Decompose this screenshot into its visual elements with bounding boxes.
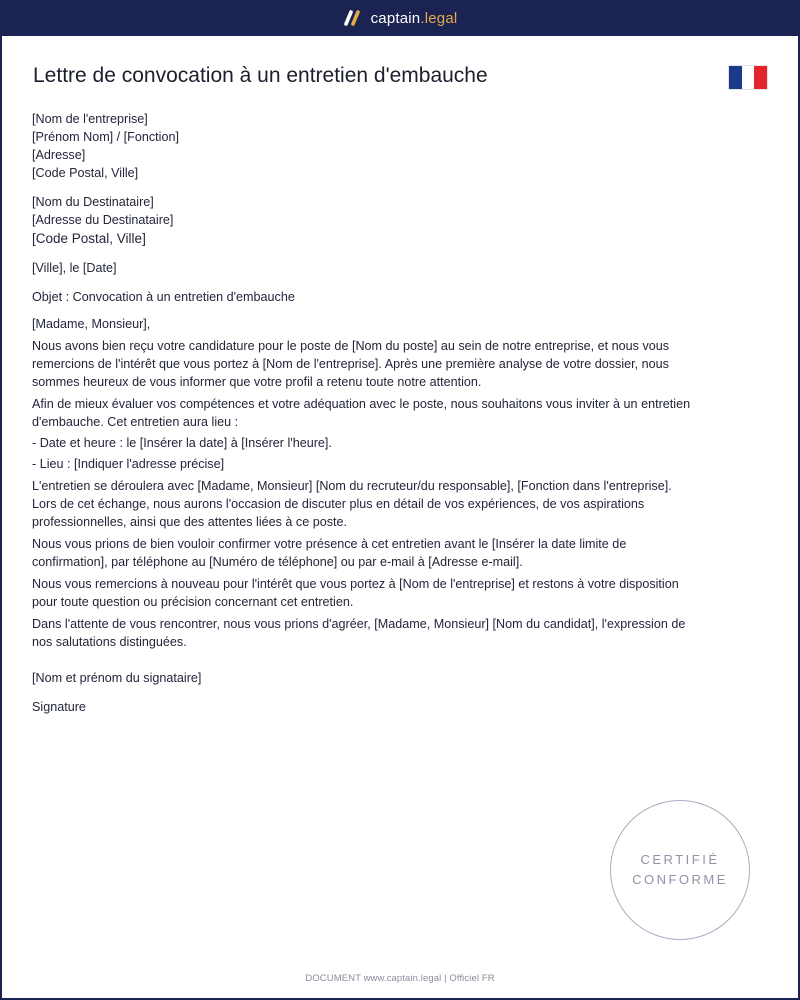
paragraph-line: Nous avons bien reçu votre candidature pour le poste de [Nom du poste] au sein de notre entreprise, et nous vous — [32, 339, 670, 353]
paragraph-line: Dans l'attente de vous rencontrer, nous vous prions d'agréer, [Madame, Monsieur] [Nom du candidat], l'expression de — [32, 617, 686, 631]
place-date: [Ville], le [Date] — [32, 261, 117, 275]
paragraph — [32, 575, 752, 611]
paragraph-line: remercions de l'intérêt que vous portez à [Nom de l'entreprise]. Après une première analyse de votre dossier, nous — [32, 357, 669, 371]
double-slash-logo-icon — [343, 10, 363, 26]
stamp-line: CONFORME — [632, 872, 728, 887]
letter-body — [32, 110, 752, 716]
paragraph — [32, 615, 752, 651]
paragraph-line: Lors de cet échange, nous aurons l'occasion de discuter plus en détail de vos expériences, de vos aspirations — [32, 497, 645, 511]
recipient-block — [32, 193, 752, 249]
sender-line: [Code Postal, Ville] — [32, 166, 139, 180]
subject-line: Objet : Convocation à un entretien d'embauche — [32, 290, 295, 304]
paragraph-line: L'entretien se déroulera avec [Madame, Monsieur] [Nom du recruteur/du responsable], [Fonction dans l'entreprise]. — [32, 479, 672, 493]
signatory-name: [Nom et prénom du signataire] — [32, 671, 202, 685]
certified-stamp — [610, 800, 750, 940]
document-title: Lettre de convocation à un entretien d'embauche — [33, 64, 488, 87]
paragraph — [32, 535, 752, 571]
list-item: - Date et heure : le [Insérer la date] à [Insérer l'heure]. — [32, 436, 332, 450]
paragraph-line: d'embauche. Cet entretien aura lieu : — [32, 415, 239, 429]
paragraph-line: sommes heureux de vous informer que votre profil a retenu toute notre attention. — [32, 375, 482, 389]
paragraph-line: Afin de mieux évaluer vos compétences et votre adéquation avec le poste, nous souhaitons vous inviter à un entretien — [32, 397, 691, 411]
paragraph — [32, 395, 752, 431]
sender-line: [Adresse] — [32, 148, 86, 162]
france-flag-icon — [728, 65, 768, 90]
sender-line: [Prénom Nom] / [Fonction] — [32, 130, 179, 144]
paragraph-line: nos salutations distinguées. — [32, 635, 187, 649]
paragraph — [32, 337, 752, 391]
paragraph-line: pour toute question ou précision concernant cet entretien. — [32, 595, 354, 609]
sender-block — [32, 110, 752, 182]
paragraph-line: Nous vous prions de bien vouloir confirmer votre présence à cet entretien avant le [Insérer la date limite de — [32, 537, 627, 551]
greeting: [Madame, Monsieur], — [32, 317, 151, 331]
paragraph — [32, 477, 752, 531]
brand-suffix: .legal — [420, 9, 458, 27]
sender-line: [Nom de l'entreprise] — [32, 112, 148, 126]
paragraph-line: confirmation], par téléphone au [Numéro de téléphone] ou par e-mail à [Adresse e-mail]. — [32, 555, 523, 569]
recipient-line: [Adresse du Destinataire] — [32, 213, 174, 227]
list-item: - Lieu : [Indiquer l'adresse précise] — [32, 457, 225, 471]
stamp-line: CERTIFIÉ — [640, 852, 720, 867]
footer-text: DOCUMENT www.captain.legal | Officiel FR — [305, 973, 495, 984]
paragraph-line: professionnelles, ainsi que des attentes liées à ce poste. — [32, 515, 348, 529]
top-bar — [0, 0, 800, 36]
brand-name: captain.legal — [370, 9, 458, 27]
recipient-line: [Code Postal, Ville] — [32, 231, 146, 246]
paragraph-line: Nous vous remercions à nouveau pour l'intérêt que vous portez à [Nom de l'entreprise] et restons à votre disposition — [32, 577, 679, 591]
document-page — [2, 36, 798, 998]
recipient-line: [Nom du Destinataire] — [32, 195, 154, 209]
brand[interactable] — [343, 10, 458, 27]
signature-label: Signature — [32, 700, 86, 714]
